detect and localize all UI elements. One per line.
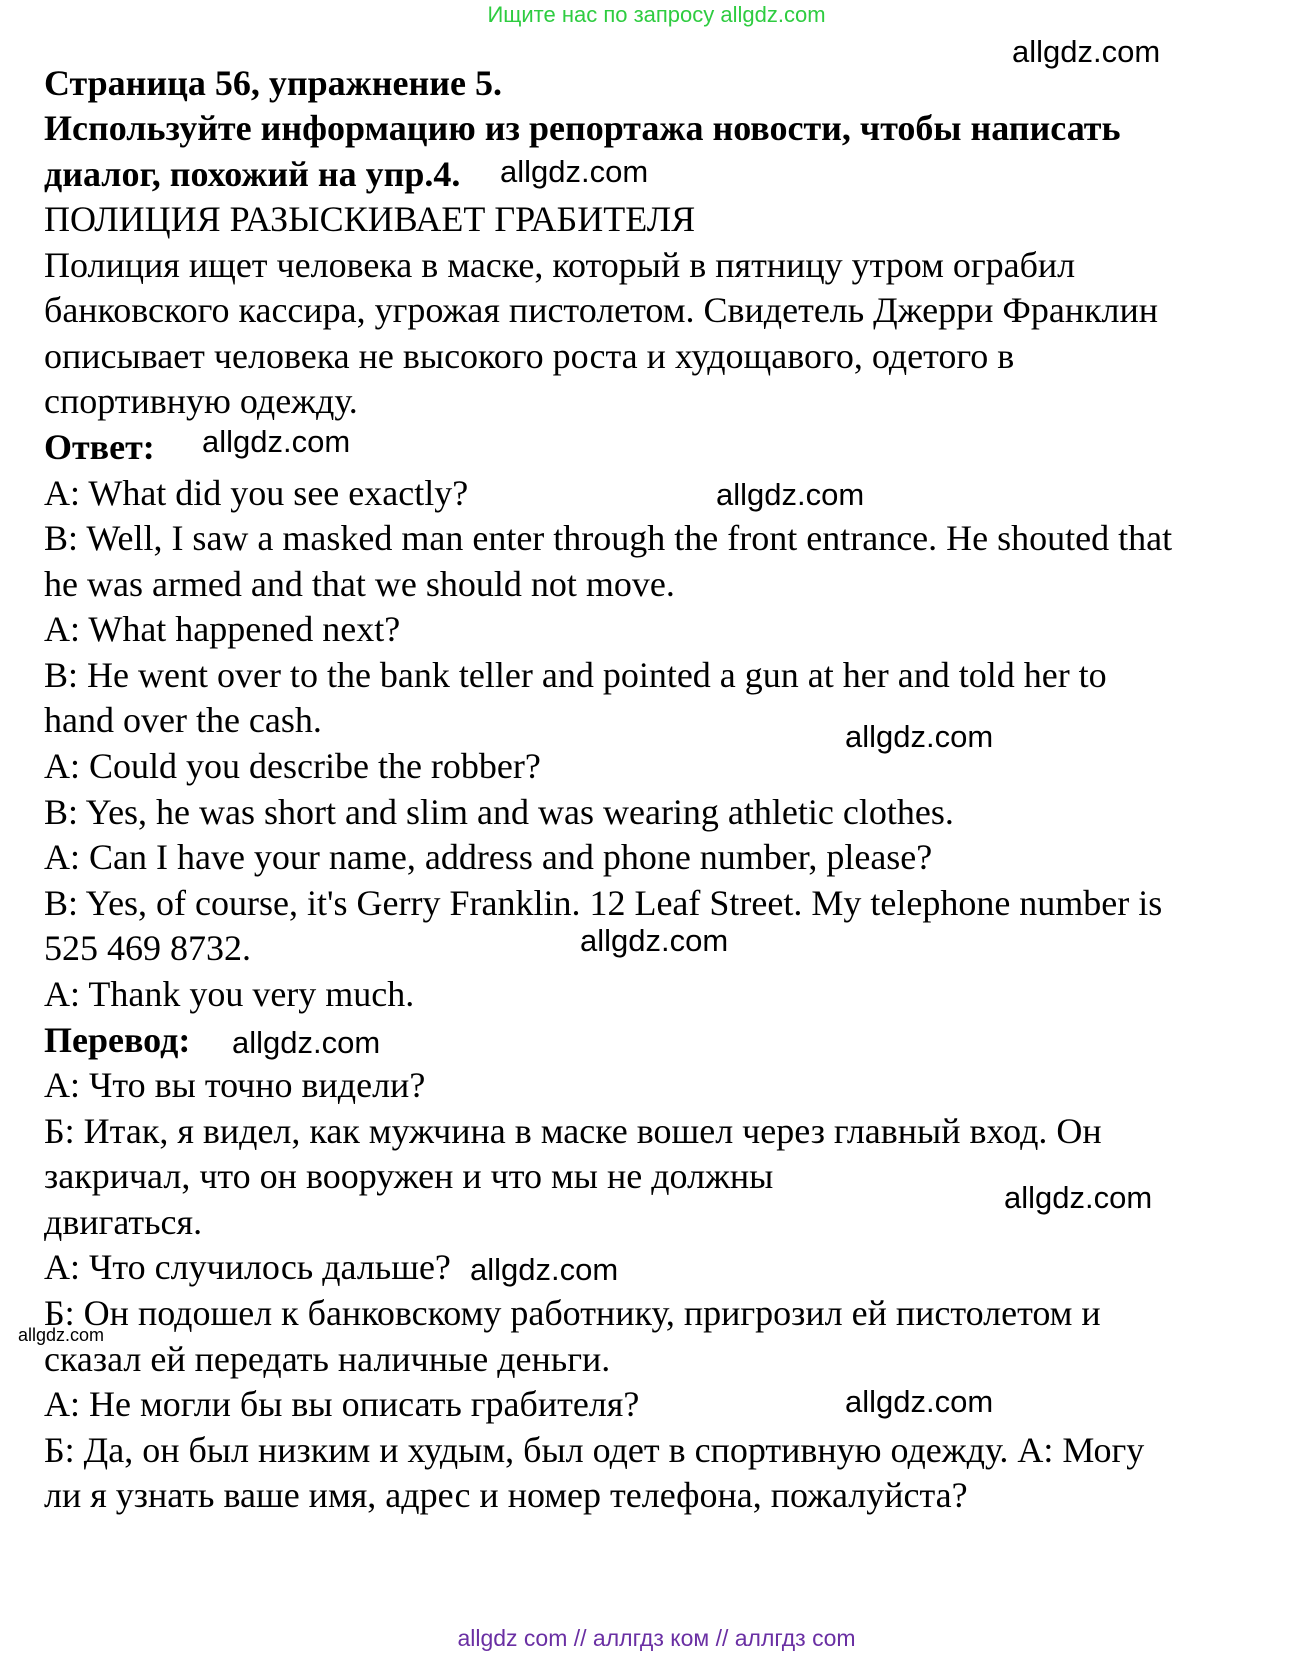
news-title: ПОЛИЦИЯ РАЗЫСКИВАЕТ ГРАБИТЕЛЯ <box>44 199 696 239</box>
news-line: банковского кассира, угрожая пистолетом. Свидетель Джерри Франклин <box>44 290 1159 330</box>
answer-heading: Ответ: <box>44 427 155 467</box>
watermark: allgdz.com <box>232 1025 381 1060</box>
watermark: allgdz.com <box>500 154 649 189</box>
footer-watermark: allgdz com // аллгдз ком // аллгдз com <box>457 1625 856 1651</box>
translation-line: Б: Итак, я видел, как мужчина в маске вошел через главный вход. Он <box>44 1111 1102 1151</box>
answer-line: A: Thank you very much. <box>44 974 415 1014</box>
watermark: allgdz.com <box>845 719 994 754</box>
top-banner: Ищите нас по запросу allgdz.com <box>487 2 826 27</box>
translation-line: двигаться. <box>44 1202 203 1242</box>
task-line-2: диалог, похожий на упр.4. <box>44 154 461 194</box>
exercise-title: Страница 56, упражнение 5. <box>44 63 502 103</box>
translation-line: закричал, что он вооружен и что мы не должны <box>44 1156 774 1196</box>
translation-line: сказал ей передать наличные деньги. <box>44 1339 611 1379</box>
watermark: allgdz.com <box>18 1325 105 1345</box>
answer-line: B: Well, I saw a masked man enter through the front entrance. He shouted that <box>44 518 1173 558</box>
watermark: allgdz.com <box>470 1252 619 1287</box>
watermark: allgdz.com <box>580 923 729 958</box>
answer-line: A: What did you see exactly? <box>44 473 469 513</box>
translation-line: ли я узнать ваше имя, адрес и номер телефона, пожалуйста? <box>44 1475 968 1515</box>
answer-line: A: Can I have your name, address and phone number, please? <box>44 837 933 877</box>
answer-line: A: What happened next? <box>44 609 401 649</box>
watermark: allgdz.com <box>716 477 865 512</box>
watermark: allgdz.com <box>202 424 351 459</box>
news-line: спортивную одежду. <box>44 381 358 421</box>
watermark: allgdz.com <box>845 1384 994 1419</box>
answer-line: B: He went over to the bank teller and pointed a gun at her and told her to <box>44 655 1107 695</box>
translation-line: А: Что случилось дальше? <box>44 1247 451 1287</box>
answer-line: 525 469 8732. <box>44 928 251 968</box>
task-line-1: Используйте информацию из репортажа новости, чтобы написать <box>44 108 1121 148</box>
news-line: Полиция ищет человека в маске, который в пятницу утром ограбил <box>44 245 1076 285</box>
news-line: описывает человека не высокого роста и худощавого, одетого в <box>44 336 1015 376</box>
answer-line: A: Could you describe the robber? <box>44 746 541 786</box>
answer-line: B: Yes, he was short and slim and was wearing athletic clothes. <box>44 792 954 832</box>
answer-line: hand over the cash. <box>44 700 322 740</box>
answer-line: he was armed and that we should not move. <box>44 564 675 604</box>
translation-line: Б: Он подошел к банковскому работнику, пригрозил ей пистолетом и <box>44 1293 1101 1333</box>
watermark: allgdz.com <box>1004 1180 1153 1215</box>
answer-line: B: Yes, of course, it's Gerry Franklin. 12 Leaf Street. My telephone number is <box>44 883 1163 923</box>
translation-line: А: Что вы точно видели? <box>44 1065 426 1105</box>
translation-line: Б: Да, он был низким и худым, был одет в спортивную одежду. А: Могу <box>44 1430 1145 1470</box>
translation-line: А: Не могли бы вы описать грабителя? <box>44 1384 640 1424</box>
translation-heading: Перевод: <box>44 1020 191 1060</box>
watermark: allgdz.com <box>1012 34 1161 69</box>
